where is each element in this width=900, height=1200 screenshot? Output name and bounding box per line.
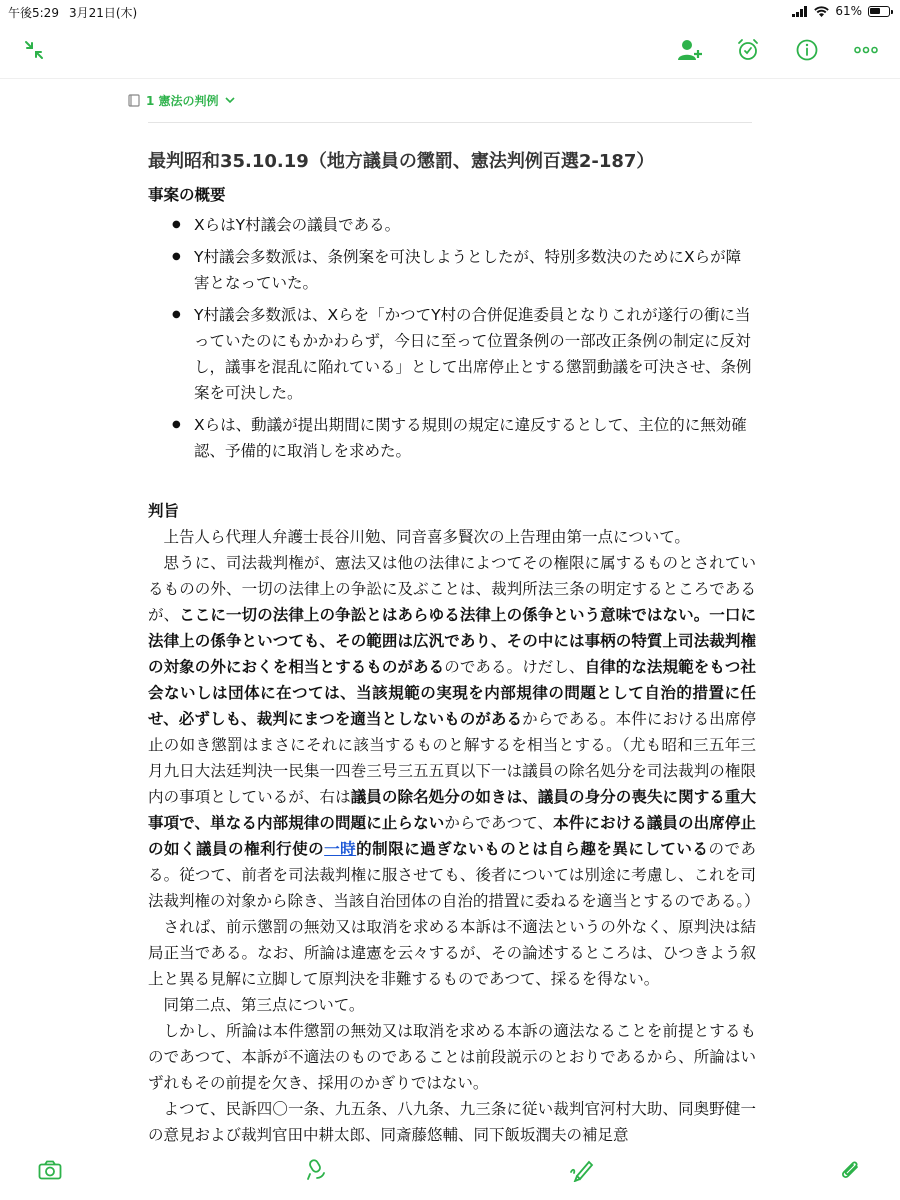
holding-paragraph: されば、前示懲罰の無効又は取消を求める本訴は不適法というの外なく、原判決は結局正当である。なお、所論は違憲を云々するが、その論述するところは、ひつきよう叙上と異る見解に立脚して原判決を非難するものであつて、採るを得ない。 xyxy=(148,918,756,988)
battery-fill xyxy=(870,8,880,14)
bold-text: ここに一切の法律上の争訟とはあらゆる法律上の係争という意味ではない。一口に法律上の係争といつても、その範囲は広汎であり、その中には事柄の特質上司法裁判権の対象の外におくを相当とするものがある xyxy=(148,606,756,676)
spacer xyxy=(148,470,756,498)
status-bar xyxy=(0,0,900,22)
note-body[interactable] xyxy=(148,148,760,1148)
holding-paragraph: しかし、所論は本件懲罰の無効又は取消を求める本訴の適法なることを前提とするものであつて、本訴が不適法のものであることは前段説示のとおりであるから、所論はいずれもその前提を欠き、採用のかぎりではない。 xyxy=(148,1022,756,1092)
bold-text: 自律的な法規範をもつ社会ないしは団体に在つては、当該規範の実現を内部規律の問題として自治的措置に任せ、必ずしも、裁判にまつを適当としないものがある xyxy=(148,658,756,728)
title-divider xyxy=(148,122,752,123)
plain-text: 思うに、司法裁判権が、憲法又は他の法律によつてその権限に属するものとされているものの外、一切の法律上の争訟に及ぶことは、裁判所法三条の明定するところであるが、 xyxy=(148,554,756,624)
notebook-name: 1 憲法の判例 xyxy=(146,94,219,108)
status-left xyxy=(8,4,137,21)
bold-text: 的制限に過ぎないものとは自ら趣を異にしている xyxy=(356,840,709,858)
holding-paragraph: 同第二点、第三点について。 xyxy=(163,996,365,1014)
holding-paragraph-main xyxy=(148,550,760,914)
battery-icon xyxy=(868,6,890,17)
status-date: 3月21日(木) xyxy=(68,6,138,20)
list-item: ● XらはY村議会の議員である。 xyxy=(148,212,756,238)
bold-text: 議員の除名処分の如きは、議員の身分の喪失に関する重大事項で、単なる内部規律の問題に止らない xyxy=(148,788,756,832)
chevron-down-icon xyxy=(225,97,235,104)
status-right xyxy=(792,4,890,18)
status-time: 午後5:29 xyxy=(8,6,59,20)
attachment-icon[interactable] xyxy=(836,1156,864,1184)
collapse-icon[interactable] xyxy=(20,36,48,64)
plain-text: からである。本件における出席停止の如き懲罰はまさにそれに該当するものと解するを相当とする。（尤も昭和三五年三月九日大法廷判決一民集一四巻三号三五五頁以下一は議員の除名処分を司法裁判の権限内の事項としているが、右は xyxy=(148,710,756,806)
summary-list xyxy=(148,212,756,464)
inline-link[interactable]: 一時 xyxy=(324,840,357,858)
notebook-selector[interactable] xyxy=(128,92,235,109)
holding-heading: 判旨 xyxy=(148,502,180,520)
notebook-icon xyxy=(128,94,140,107)
holding-paragraph: 上告人ら代理人弁護士長谷川勉、同音喜多賢次の上告理由第一点について。 xyxy=(163,528,690,546)
share-user-icon[interactable] xyxy=(676,36,704,64)
battery-percent: 61% xyxy=(835,4,862,18)
list-item: ● Xらは、動議が提出期間に関する規則の規定に違反するとして、主位的に無効確認、予備的に取消しを求めた。 xyxy=(148,412,756,464)
note-title[interactable]: 最判昭和35.10.19（地方議員の懲罰、憲法判例百選2-187） xyxy=(148,151,655,172)
plain-text: からであつて、 xyxy=(444,814,554,832)
handwriting-icon[interactable] xyxy=(568,1156,596,1184)
summary-heading: 事案の概要 xyxy=(148,186,226,204)
toolbar-divider xyxy=(0,78,900,79)
info-icon[interactable] xyxy=(793,36,821,64)
wifi-icon xyxy=(814,6,829,17)
plain-text: のである。けだし、 xyxy=(444,658,585,676)
list-item: ● Y村議会多数派は、Xらを「かつてY村の合併促進委員となりこれが遂行の衝に当っていたのにもかかわらず，今日に至って位置条例の一部改正条例の制定に反対し，議事を混乱に陥れている」として出席停止とする懲罰動議を可決させ、条例案を可決した。 xyxy=(148,302,756,406)
list-item: ● Y村議会多数派は、条例案を可決しようとしたが、特別多数決のためにXらが障害となっていた。 xyxy=(148,244,756,296)
note-toolbar xyxy=(0,28,900,70)
holding-paragraph: よつて、民訴四〇一条、九五条、八九条、九三条に従い裁判官河村大助、同奥野健一の意見および裁判官田中耕太郎、同斎藤悠輔、同下飯坂潤夫の補足意 xyxy=(148,1100,756,1144)
reminder-alarm-icon[interactable] xyxy=(734,36,762,64)
bottom-toolbar xyxy=(0,1144,900,1200)
bold-text: 本件における議員の出席停止の如く議員の権利行使の xyxy=(148,814,756,858)
camera-icon[interactable] xyxy=(36,1156,64,1184)
plain-text: のである。従つて、前者を司法裁判権に服させても、後者については別途に考慮し、これを司法裁判権の対象から除き、当該自治団体の自治的措置に委ねるを適当とするのである。） xyxy=(148,840,760,910)
more-icon[interactable] xyxy=(852,36,880,64)
signal-icon xyxy=(792,6,808,17)
voice-record-icon[interactable] xyxy=(302,1156,330,1184)
